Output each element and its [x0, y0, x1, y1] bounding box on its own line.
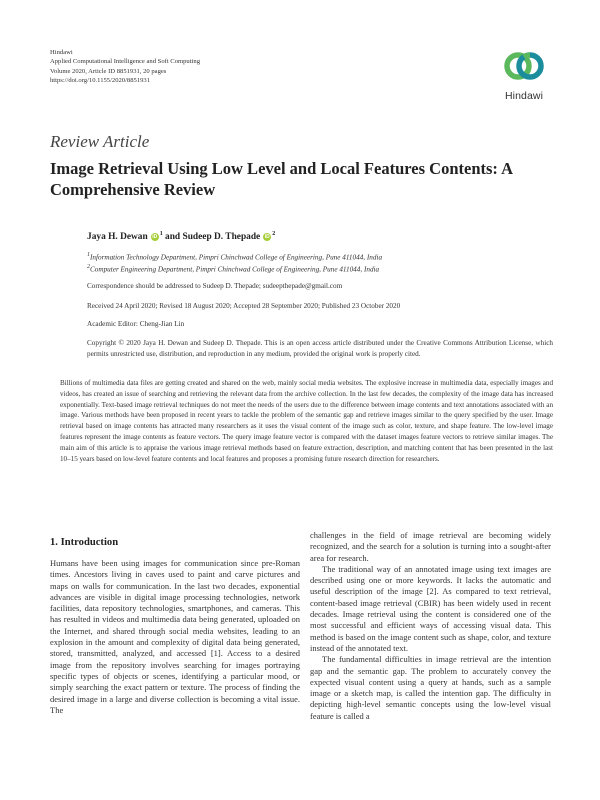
paragraph: The fundamental difficulties in image retrieval are the intention gap and the semantic gap. The problem to accurately convey the expected visual content using a query at hands, such as a sample image or a sketch map, is called the intention gap. The difficulty in depicting high-level semantic concepts using the low-level visual feature is called a [310, 654, 551, 721]
abstract: Billions of multimedia data files are getting created and shared on the web, mainly social media websites. The explosive increase in multimedia data, especially images and videos, has created an issue of searching and retrieving the relevant data from the archive collection. In the last few decades, the complexity of the image data has increased exponentially. Text-based image retrieval techniques do not meet the needs of the users due to the difference between image contents and text annotations associated with an image. Various methods have been proposed in recent years to tackle the problem of the semantic gap and retrieve images similar to the query specified by the user. Image retrieval based on image contents has attracted many researchers as it uses the visual content of the image such as color, texture, and shape feature. The low-level image features represent the image contents as feature vectors. The query image feature vector is compared with the dataset images feature vectors to retrieve similar images. The main aim of this article is to appraise the various image retrieval methods based on feature extraction, description, and matching content that has been presented in the last 10–15 years based on low-level feature contents and local features and proposes a promising future research direction for researchers. [60, 379, 553, 463]
paragraph: challenges in the field of image retrieval are becoming widely recognized, and the search for a solution is turning into a sought-after area for research. [310, 530, 551, 563]
orcid-icon[interactable]: iD [152, 234, 158, 241]
intro-right-column [310, 530, 551, 722]
affiliation-marker: 2 [272, 231, 276, 237]
correspondence: Correspondence should be addressed to Sudeep D. Thepade; sudeepthepade@gmail.com [87, 282, 343, 290]
affiliation-text: Computer Engineering Department, Pimpri Chinchwad College of Engineering, Pune 411044, India [90, 265, 380, 274]
author-name[interactable]: Jaya H. Dewan [87, 232, 148, 243]
author-list [87, 231, 275, 242]
hindawi-rings-icon [502, 46, 546, 86]
paragraph: The traditional way of an annotated image using text images are described using one or more keywords. It lacks the automatic and useful description of the image [2]. As compared to text retrieval, content-based image retrieval (CBIR) has been widely used in recent decades. Image retrieval using the content is considered one of the most successful and efficient ways of accessing visual data. This method is based on the image content such as shape, color, and texture instead of the annotated text. [310, 563, 551, 653]
affiliation-marker: 2 [87, 264, 90, 270]
affiliation-text: Information Technology Department, Pimpri Chinchwad College of Engineering, Pune 411044, India [90, 253, 383, 262]
academic-editor: Academic Editor: Cheng-Jian Lin [87, 320, 185, 328]
doi-link[interactable]: https://doi.org/10.1155/2020/8851931 [50, 76, 151, 84]
author-conjunction: and [165, 232, 181, 243]
section-heading: 1. Introduction [50, 537, 119, 548]
publisher-name: Hindawi [50, 49, 73, 56]
journal-meta [50, 48, 200, 85]
hindawi-logo-text: Hindawi [504, 90, 544, 102]
orcid-icon[interactable]: iD [264, 234, 270, 241]
affiliation-line [87, 264, 379, 273]
affiliation-marker: 1 [159, 231, 163, 237]
hindawi-logo [494, 46, 554, 106]
affiliation-marker: 1 [87, 252, 90, 258]
copyright-notice: Copyright © 2020 Jaya H. Dewan and Sudeep D. Thepade. This is an open access article distributed under the Creative Commons Attribution License, which permits unrestricted use, distribution, and reproduction in any medium, provided the original work is properly cited. [87, 339, 553, 358]
affiliation-line [87, 252, 382, 261]
journal-name: Applied Computational Intelligence and Soft Computing [50, 58, 200, 66]
intro-left-column: Humans have been using images for communication since pre-Roman times. Ancestors living in caves used to paint and carve pictures and maps on walls for communication. In the last two decades, exponential advances are visible in digital image processing technologies, network facilities, data repository technologies, smartphones, and cameras. This has resulted in videos and multimedia data being generated, uploaded on the Internet, and shared through social media websites, leading to an explosion in the amount and complexity of digital data being generated, stored, transmitted, analyzed, and accessed [1]. Access to a desired image from the repository involves searching for images portraying specific types of objects or scenes, identifying a particular mood, or simply searching the exact pattern or texture. The process of finding the desired image in a large and diverse collection is becoming a vital issue. The [50, 558, 300, 715]
volume-info: Volume 2020, Article ID 8851931, 20 pages [50, 67, 167, 75]
author-name[interactable]: Sudeep D. Thepade [182, 232, 261, 243]
publication-dates: Received 24 April 2020; Revised 18 August 2020; Accepted 28 September 2020; Published 23 October 2020 [87, 302, 401, 310]
article-title: Image Retrieval Using Low Level and Local Features Contents: A Comprehensive Review [50, 159, 513, 199]
article-type: Review Article [50, 132, 150, 151]
